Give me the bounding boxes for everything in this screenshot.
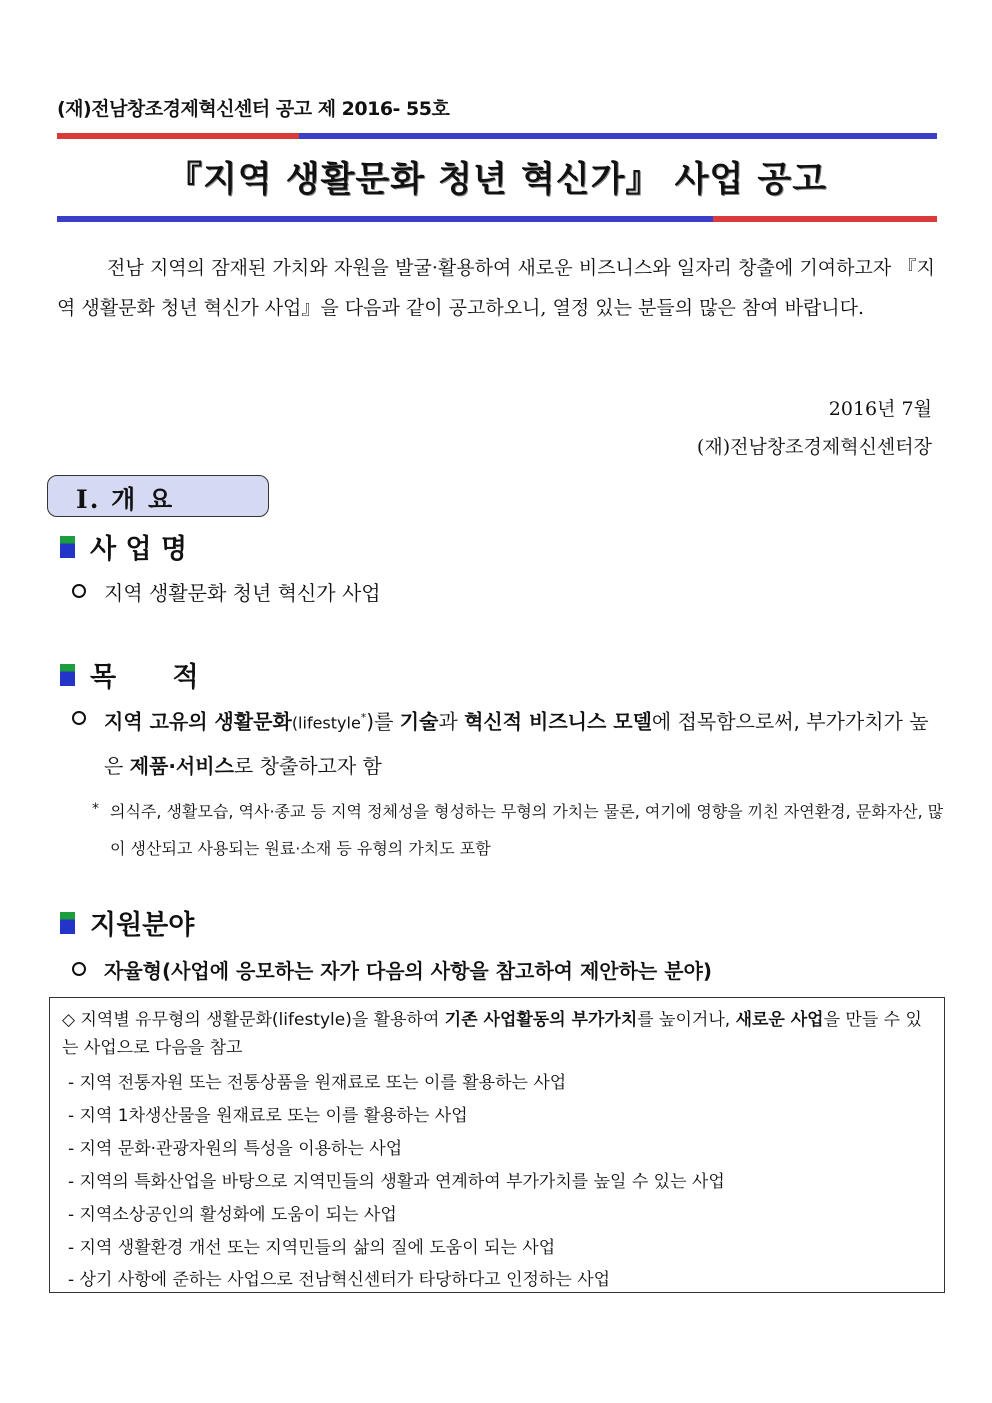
signer: (재)전남창조경제혁신센터장	[696, 436, 932, 458]
purpose-heading	[60, 655, 199, 694]
purpose-part: 혁신적 비즈니스 모델	[464, 709, 652, 734]
list-item: - 지역 전통자원 또는 전통상품을 원재료로 또는 이를 활용하는 사업	[68, 1073, 567, 1093]
box-head-part: 을 만들 수 있는 사업으로 다음을 참고	[62, 1010, 922, 1058]
purpose-part: )를	[366, 709, 400, 734]
business-name-text: 지역 생활문화 청년 혁신가 사업	[104, 581, 381, 605]
purpose-part: 로 창출하고자 함	[233, 753, 382, 778]
box-head	[62, 1006, 934, 1062]
circle-bullet-icon	[72, 711, 86, 725]
notice-number: (재)전남창조경제혁신센터 공고 제 2016- 55호	[57, 98, 450, 120]
box-head-part: 새로운 사업	[735, 1010, 824, 1030]
title-bottom-rule	[57, 216, 937, 222]
business-name-heading-label: 사 업 명	[90, 534, 188, 565]
list-item: - 지역 문화·관광자원의 특성을 이용하는 사업	[68, 1139, 403, 1159]
list-item: - 지역 1차생산물을 원재료로 또는 이를 활용하는 사업	[68, 1106, 468, 1126]
business-name-bullet	[72, 577, 381, 606]
square-bullet-icon	[60, 536, 75, 558]
square-bullet-icon	[60, 664, 75, 686]
purpose-part: 기술	[399, 709, 439, 734]
purpose-part: *	[360, 711, 367, 724]
business-name-heading	[60, 527, 187, 566]
section-overview-title: Ⅰ. 개 요	[76, 485, 175, 514]
list-item: - 지역소상공인의 활성화에 도움이 되는 사업	[68, 1205, 397, 1225]
notice-date: 2016년 7월	[828, 398, 932, 420]
purpose-heading-label: 목 적	[90, 662, 199, 693]
purpose-part: 에 접목함으로써, 부가가치가 높은	[104, 709, 929, 778]
circle-bullet-icon	[72, 584, 86, 598]
footnote-mark: *	[92, 801, 99, 817]
support-field-bullet	[72, 955, 712, 984]
purpose-bullet	[72, 697, 942, 787]
page-title: 『지역 생활문화 청년 혁신가』 사업 공고	[166, 160, 828, 200]
square-bullet-icon	[60, 912, 75, 934]
support-field-heading-label: 지원분야	[90, 910, 195, 941]
support-field-text: 자율형(사업에 응모하는 자가 다음의 사항을 참고하여 제안하는 분야)	[104, 959, 712, 983]
purpose-part: (lifestyle	[291, 713, 361, 733]
list-item: - 지역 생활환경 개선 또는 지역민들의 삶의 질에 도움이 되는 사업	[68, 1238, 556, 1258]
purpose-part: 제품·서비스	[129, 753, 234, 778]
circle-bullet-icon	[72, 962, 86, 976]
support-field-box	[49, 997, 945, 1293]
box-head-part: 기존 사업활동의 부가가치	[444, 1010, 638, 1030]
box-head-part: ◇ 지역별 유무형의 생활문화(lifestyle)을 활용하여	[62, 1010, 445, 1030]
purpose-part: 지역 고유의 생활문화	[104, 709, 292, 734]
footnote-text: 의식주, 생활모습, 역사·종교 등 지역 정체성을 형성하는 무형의 가치는 물론, 여기에 영향을 끼친 자연환경, 문화자산, 많이 생산되고 사용되는 원료·소재 등 유형의 가치도 포함	[110, 802, 944, 858]
list-item: - 상기 사항에 준하는 사업으로 전남혁신센터가 타당하다고 인정하는 사업	[68, 1270, 611, 1290]
support-field-heading	[60, 903, 194, 942]
list-item: - 지역의 특화산업을 바탕으로 지역민들의 생활과 연계하여 부가가치를 높일 수 있는 사업	[68, 1172, 725, 1192]
title-top-rule	[57, 133, 937, 139]
purpose-footnote	[92, 793, 944, 867]
purpose-part: 과	[438, 709, 465, 734]
box-head-part: 를 높이거나,	[637, 1010, 736, 1030]
intro-paragraph: 전남 지역의 잠재된 가치와 자원을 발굴·활용하여 새로운 비즈니스와 일자리 창출에 기여하고자 『지역 생활문화 청년 혁신가 사업』을 다음과 같이 공고하오니, 열정 있는 분들의 많은 참여 바랍니다.	[57, 257, 935, 319]
section-overview-box	[47, 475, 269, 517]
purpose-text	[104, 697, 942, 787]
